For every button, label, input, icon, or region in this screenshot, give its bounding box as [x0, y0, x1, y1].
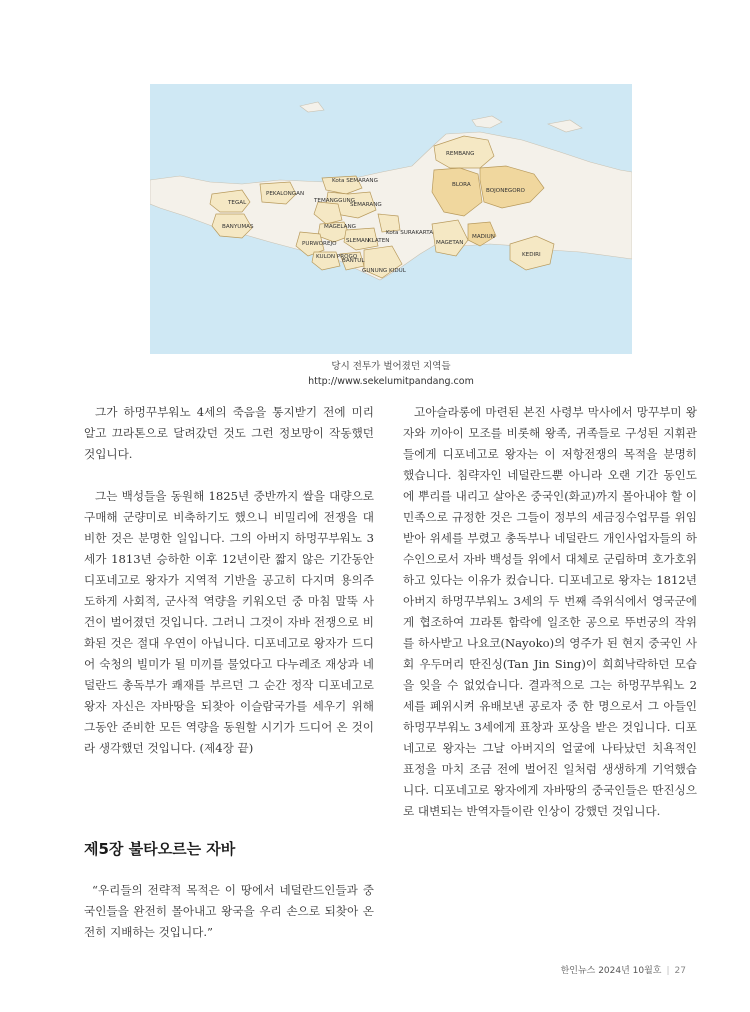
map-label: KULON PROGO [316, 254, 358, 260]
map-label: SLEMAN [346, 238, 370, 244]
quote-block [84, 880, 374, 943]
map-label: BLORA [452, 182, 471, 188]
map-label: MAGELANG [324, 224, 357, 230]
map-label: BOJONEGORO [486, 188, 525, 194]
map-label: KLATEN [368, 238, 390, 244]
map-label: BANTUL [342, 258, 365, 264]
footer-separator: | [666, 966, 670, 976]
section-heading: 제5장 불타오르는 자바 [84, 840, 236, 858]
map-label: PEKALONGAN [266, 191, 305, 197]
map-label: BANYUMAS [222, 224, 254, 230]
paragraph: 고아슬라롱에 마련된 본진 사령부 막사에서 망꾸부미 왕자와 끼아이 모조를 비롯해 왕족, 귀족들로 구성된 지휘관들에게 디포네고로 왕자는 이 저항전쟁의 목적을 분명히 했습니다. 침략자인 네덜란드뿐 아니라 오랜 기간 동인도에 뿌리를 내리고 살아온 중국인(화교)까지 몰아내야 할 이민족으로 규정한 것은 그들이 정부의 세금징수업무를 위임받아 위세를 부렸고 총독부나 네덜란드 개인사업자들의 하수인으로서 자바 백성들 위에서 대체로 군림하며 호가호위하고 있다는 이유가 컸습니다. 디포네고로 왕자는 1812년 아버지 하멍꾸부워노 3세의 두 번째 즉위식에서 영국군에게 협조하여 끄라톤 함락에 일조한 공으로 뚜번궁의 작위를 하사받고 나요코(Nayoko)의 영주가 된 현지 중국인 사회 우두머리 딴진싱(Tan Jin Sing)이 희희낙락하던 모습을 잊을 수 없었습니다. 결과적으로 그는 하멍꾸부워노 2세를 폐위시켜 유배보낸 공로자 중 한 명으로서 그 아들인 하멍꾸부워노 3세에게 표창과 포상을 받은 것입니다. 디포네고로 왕자는 그날 아버지의 얼굴에 나타났던 치욕적인 표정을 마치 조금 전에 벌어진 일처럼 생생하게 기억했습니다. 디포네고로 왕자에게 자바땅의 중국인들은 딴진싱으로 대변되는 반역자들이란 인상이 강했던 것입니다. [403, 405, 697, 818]
java-map [150, 84, 632, 354]
map-label: Kota SURAKARTA [386, 230, 434, 236]
map-label: TEGAL [228, 200, 247, 206]
page-number: 27 [674, 966, 686, 976]
publication-name: 한인뉴스 2024년 10월호 [560, 966, 662, 976]
right-column [403, 402, 697, 822]
quote-text: “우리들의 전략적 목적은 이 땅에서 네덜란드인들과 중국인들을 완전히 몰아내고 왕국을 우리 손으로 되찾아 온전히 지배하는 것입니다.” [84, 883, 374, 939]
map-label: Kota SEMARANG [332, 178, 378, 184]
map-caption-url: http://www.sekelumitpandang.com [308, 376, 474, 387]
map-label: GUNUNG KIDUL [362, 268, 406, 274]
paragraph: 그는 백성들을 동원해 1825년 중반까지 쌀을 대량으로 구매해 군량미로 비축하기도 했으니 비밀리에 전쟁을 대비한 것은 분명한 일입니다. 그의 아버지 하멍꾸부워노 3세가 1813년 승하한 이후 12년이란 짧지 않은 기간동안 디포네고로 왕자가 지역적 기반을 공고히 다지며 용의주도하게 사회적, 군사적 역량을 키워오던 중 마침 말뚝 사건이 벌어졌던 것입니다. 그러니 그것이 자바 전쟁으로 비화된 것은 절대 우연이 아닙니다. 디포네고로 왕자가 드디어 숙청의 빌미가 될 미끼를 물었다고 다누레조 재상과 네덜란드 총독부가 쾌재를 부르던 그 순간 정작 디포네고로 왕자 자신은 자바땅을 되찾아 이슬람국가를 세우기 위해 그동안 준비한 모든 역량을 동원할 시기가 드디어 온 것이라 생각했던 것입니다. (제4장 끝) [84, 489, 374, 755]
map-label: TEMANGGUNG [314, 198, 356, 204]
map-label: KEDIRI [522, 252, 541, 258]
left-column [84, 402, 374, 759]
map-label: PURWOREJO [302, 241, 337, 247]
map-label: MADIUN [472, 234, 495, 240]
map-label: REMBANG [446, 151, 475, 157]
page-footer [561, 963, 686, 976]
paragraph: 그가 하멍꾸부워노 4세의 죽음을 통지받기 전에 미리 알고 끄라톤으로 달려갔던 것도 그런 정보망이 작동했던 것입니다. [84, 405, 374, 461]
map-label: MAGETAN [436, 240, 464, 246]
java-map-svg [150, 84, 632, 354]
map-label: SEMARANG [350, 202, 382, 208]
map-caption-title: 당시 전투가 벌어졌던 지역들 [331, 361, 451, 372]
